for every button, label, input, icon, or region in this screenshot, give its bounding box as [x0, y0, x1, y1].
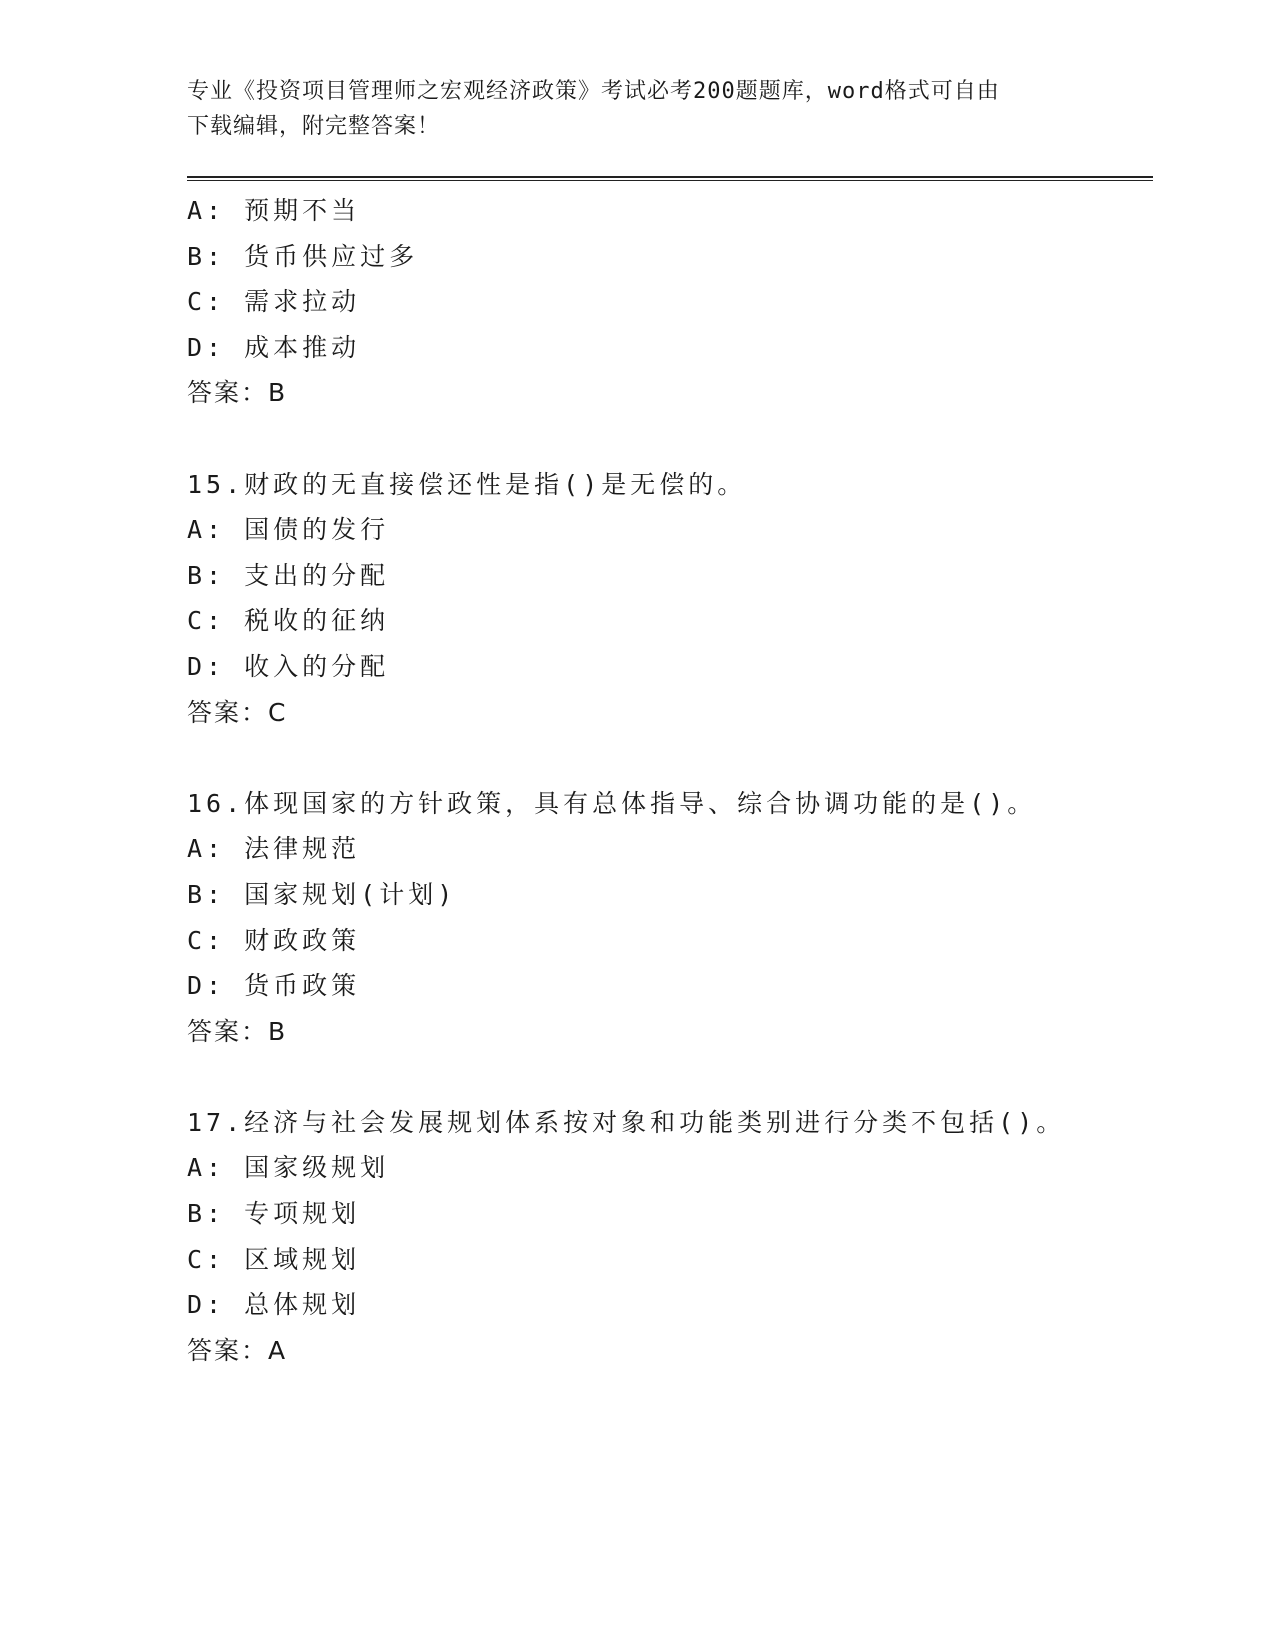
document-header — [187, 74, 1067, 144]
option-b: B: 国家规划(计划) — [187, 879, 457, 909]
option-c: C: 区域规划 — [187, 1244, 361, 1274]
answer-line: 答案：B — [187, 378, 288, 408]
question-block-partial — [187, 188, 1153, 416]
option-b: B: 支出的分配 — [187, 560, 390, 590]
option-d: D: 收入的分配 — [187, 651, 390, 681]
answer-line: 答案：A — [187, 1335, 288, 1365]
question-text: 17.经济与社会发展规划体系按对象和功能类别进行分类不包括()。 — [187, 1107, 1066, 1137]
question-list — [187, 188, 1153, 1373]
option-d: D: 总体规划 — [187, 1290, 361, 1320]
question-text: 15.财政的无直接偿还性是指()是无偿的。 — [187, 469, 747, 499]
answer-line: 答案：B — [187, 1016, 288, 1046]
header-line-1: 专业《投资项目管理师之宏观经济政策》考试必考200题题库，word格式可自由 — [187, 79, 1000, 104]
question-text: 16.体现国家的方针政策，具有总体指导、综合协调功能的是()。 — [187, 788, 1037, 818]
option-a: A: 国家级规划 — [187, 1153, 390, 1183]
question-block-15 — [187, 462, 1153, 736]
option-a: A: 法律规范 — [187, 834, 361, 864]
option-c: C: 财政政策 — [187, 925, 361, 955]
option-a: A: 国债的发行 — [187, 515, 390, 545]
option-d: D: 货币政策 — [187, 971, 361, 1001]
question-block-16 — [187, 781, 1153, 1055]
option-a: A: 预期不当 — [187, 196, 361, 225]
question-block-17 — [187, 1100, 1153, 1374]
option-b: B: 货币供应过多 — [187, 241, 419, 271]
header-line-2: 下载编辑，附完整答案！ — [187, 114, 441, 139]
option-d: D: 成本推动 — [187, 332, 361, 362]
header-divider — [187, 176, 1153, 181]
option-c: C: 税收的征纳 — [187, 606, 390, 636]
option-c: C: 需求拉动 — [187, 287, 361, 317]
option-b: B: 专项规划 — [187, 1199, 361, 1229]
answer-line: 答案：C — [187, 697, 288, 727]
